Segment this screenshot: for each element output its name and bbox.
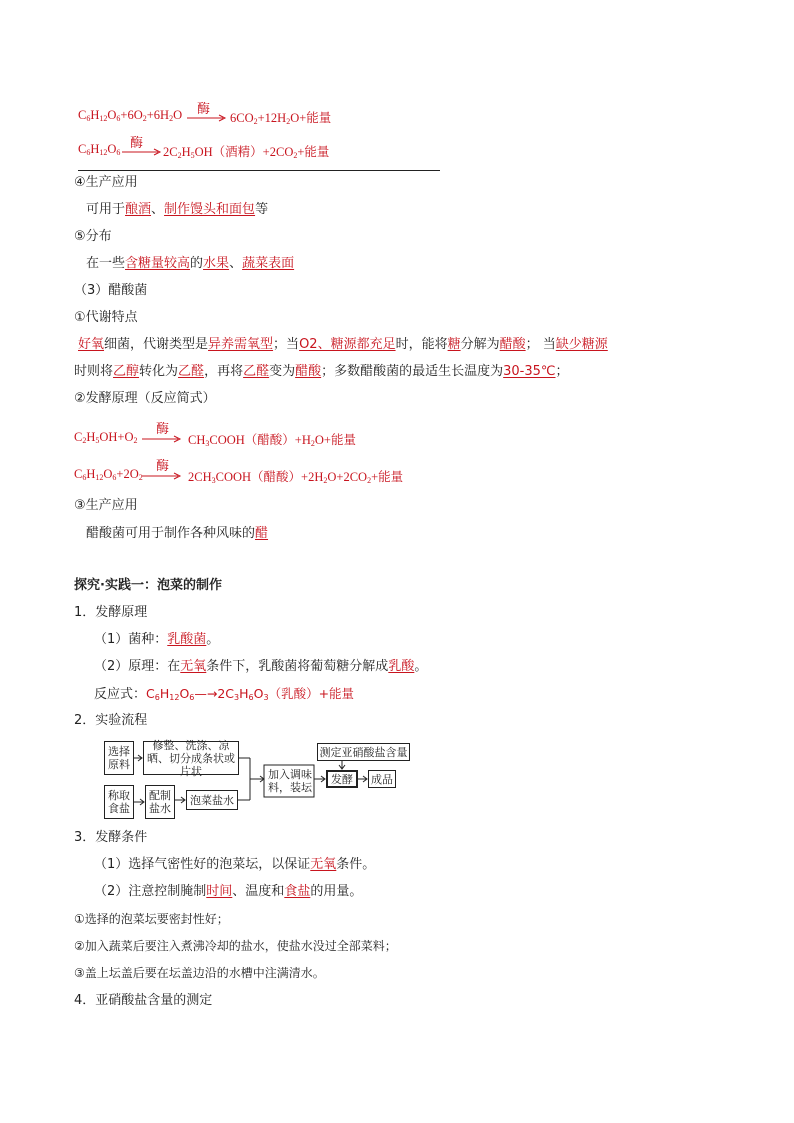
p3-note1: ①选择的泡菜坛要密封性好；: [74, 912, 229, 926]
flow-add-seasoning: 加入调味料，装坛: [268, 768, 312, 794]
eq1-left: $C_6H_{12}O_6+6O_2+6H_2O$: [78, 108, 183, 123]
lactic-equation: $C_6H_{12}O_6—\to 2C_3H_6O_3$（乳酸）+能量: [146, 686, 355, 702]
eq2-catalyst: 酶: [130, 135, 144, 150]
s5-title: ⑤分布: [74, 229, 112, 244]
p1-item3: 反应式：$C_6H_{12}O_6—\to 2C_3H_6O_3$（乳酸）+能量: [94, 686, 355, 702]
m1-title: ①代谢特点: [74, 310, 138, 325]
answer-lactic-acid: 乳酸: [388, 659, 415, 674]
m3-line: 醋酸菌可用于制作各种风味的醋: [86, 526, 269, 541]
p3-note3: ③盖上坛盖后要在坛盖边沿的水槽中注满清水。: [74, 966, 325, 980]
eq3-catalyst: 酶: [156, 421, 170, 436]
m1-line1: 好氧细菌，代谢类型是异养需氧型；当O2、糖源都充足时，能将糖分解为醋酸； 当缺少糖源: [78, 337, 608, 352]
p3-title: 3．发酵条件: [74, 830, 148, 845]
flow-trim-wash: 修整、洗涤、凉晒、切分成条状或片状: [143, 741, 239, 775]
m1-line2: 时则将乙醇转化为乙醛，再将乙醛变为醋酸；多数醋酸菌的最适生长温度为30-35℃；: [74, 364, 569, 379]
s5-line: 在一些含糖量较高的水果、蔬菜表面: [86, 256, 295, 271]
p4-title: 4．亚硝酸盐含量的测定: [74, 993, 213, 1008]
p2-title: 2．实验流程: [74, 713, 148, 728]
answer-salt: 食盐: [284, 884, 311, 899]
p1-item2: （2）原理：在无氧条件下，乳酸菌将葡萄糖分解成乳酸。: [94, 659, 428, 674]
p3-item2: （2）注意控制腌制时间、温度和食盐的用量。: [94, 884, 363, 899]
s3-title: （3）醋酸菌: [74, 283, 148, 298]
eq3-right: $CH_3COOH$（醋酸）$+H_2O+$能量: [188, 433, 356, 448]
p3-note2: ②加入蔬菜后要注入煮沸冷却的盐水，使盐水没过全部菜料；: [74, 939, 397, 953]
eq4-catalyst: 酶: [156, 458, 170, 473]
p1-title: 1．发酵原理: [74, 605, 148, 620]
flow-measure-nitrite: 测定亚硝酸盐含量: [317, 743, 410, 761]
equation-acetic-from-ethanol: $C_2H_5OH+O_2$: [74, 430, 138, 445]
m3-title: ③生产应用: [74, 498, 138, 513]
answer-lactobacillus: 乳酸菌: [167, 632, 207, 647]
answer-bread: 制作馒头和面包: [164, 202, 256, 217]
m2-title: ②发酵原理（反应简式）: [74, 391, 216, 406]
p3-item1: （1）选择气密性好的泡菜坛，以保证无氧条件。: [94, 857, 376, 872]
answer-time: 时间: [206, 884, 233, 899]
answer-vinegar: 醋: [255, 526, 269, 541]
s4-title: ④生产应用: [74, 175, 138, 190]
answer-fruit: 水果: [203, 256, 230, 271]
s4-line: 可用于酿酒、制作馒头和面包等: [86, 202, 269, 217]
eq1-catalyst: 酶: [197, 101, 211, 116]
answer-high-sugar: 含糖量较高: [125, 256, 191, 271]
flow-ferment: 发酵: [326, 770, 358, 788]
flow-prepare-brine: 配制盐水: [145, 785, 175, 819]
answer-anaerobic: 无氧: [180, 659, 207, 674]
eq1-right: $6CO_2+12H_2O+$能量: [230, 111, 332, 126]
flow-select-material: 选择原料: [104, 741, 134, 775]
answer-brewing: 酿酒: [125, 202, 152, 217]
flow-pickle-brine: 泡菜盐水: [186, 790, 238, 810]
flow-product: 成品: [368, 770, 396, 788]
equation-acetic-from-glucose: $C_6H_{12}O_6+2O_2$: [74, 467, 143, 482]
equation-alcohol-fermentation: $C_6H_{12}O_6$: [78, 142, 121, 157]
flow-weigh-salt: 称取食盐: [104, 785, 134, 819]
p1-item1: （1）菌种：乳酸菌。: [94, 632, 220, 647]
eq2-right: $2C_2H_5OH$（酒精）$+2CO_2+$能量: [163, 145, 330, 160]
section-heading: 探究·实践一：泡菜的制作: [74, 578, 222, 593]
eq4-right: $2CH_3COOH$（醋酸）$+2H_2O+2CO_2+$能量: [188, 470, 404, 485]
answer-vegetable-surface: 蔬菜表面: [242, 256, 295, 271]
answer-anaerobic-2: 无氧: [310, 857, 337, 872]
